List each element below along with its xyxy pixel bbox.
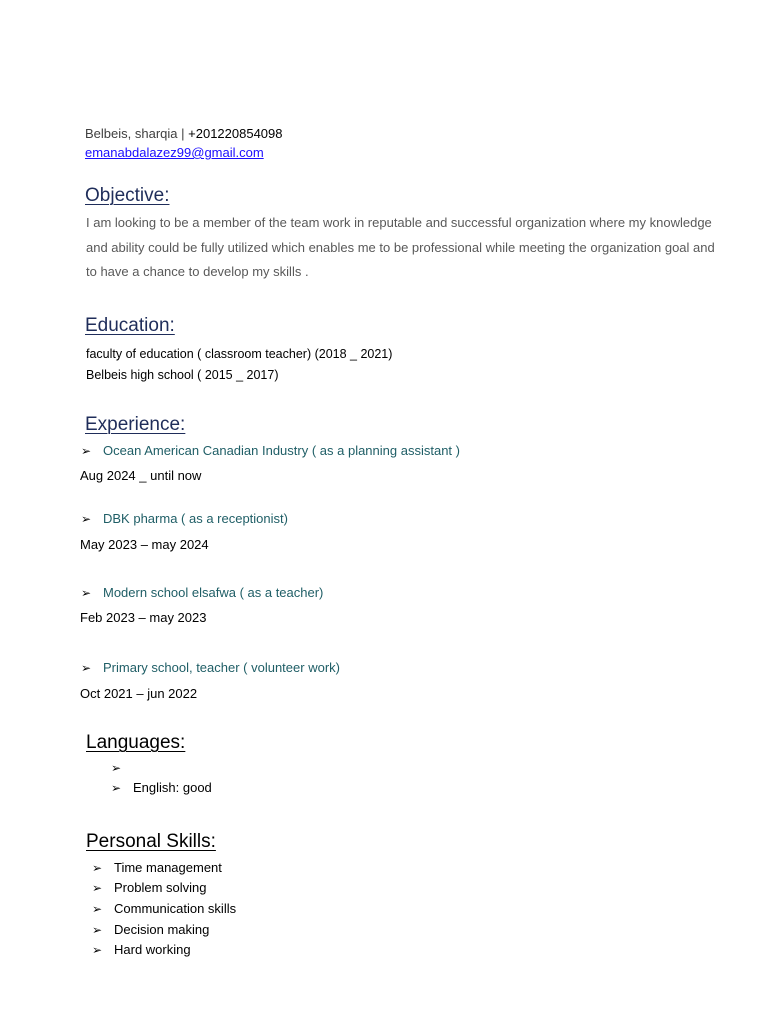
- arrowhead-bullet-icon: ➢: [81, 444, 92, 458]
- language-text: English: good: [133, 780, 212, 795]
- experience-item: [81, 585, 323, 600]
- education-item: Belbeis high school ( 2015 _ 2017): [86, 368, 279, 382]
- language-item: [111, 780, 212, 795]
- skill-item: [92, 880, 207, 895]
- skill-item: [92, 860, 222, 875]
- contact-line: [85, 126, 283, 141]
- arrowhead-bullet-icon: ➢: [92, 923, 103, 937]
- skill-item: [92, 901, 236, 916]
- arrowhead-bullet-icon: ➢: [111, 761, 122, 775]
- skill-text: Time management: [114, 860, 222, 875]
- arrowhead-bullet-icon: ➢: [111, 781, 122, 795]
- language-item: [111, 760, 133, 775]
- arrowhead-bullet-icon: ➢: [92, 902, 103, 916]
- experience-item: [81, 660, 340, 675]
- experience-title: Primary school, teacher ( volunteer work): [103, 660, 340, 675]
- phone-number: +201220854098: [188, 126, 283, 141]
- arrowhead-bullet-icon: ➢: [81, 661, 92, 675]
- experience-date: May 2023 – may 2024: [80, 537, 209, 552]
- experience-title: Modern school elsafwa ( as a teacher): [103, 585, 324, 600]
- skills-heading: Personal Skills:: [86, 831, 216, 852]
- experience-item: [81, 443, 460, 458]
- experience-title: Ocean American Canadian Industry ( as a planning assistant ): [103, 443, 460, 458]
- skill-text: Communication skills: [114, 901, 237, 916]
- arrowhead-bullet-icon: ➢: [92, 881, 103, 895]
- languages-heading: Languages:: [86, 732, 186, 753]
- experience-date: Oct 2021 – jun 2022: [80, 686, 198, 701]
- education-item: faculty of education ( classroom teacher) (2018 _ 2021): [86, 347, 393, 361]
- email-link[interactable]: emanabdalazez99@gmail.com: [85, 145, 264, 160]
- arrowhead-bullet-icon: ➢: [92, 943, 103, 957]
- objective-heading: Objective:: [85, 185, 170, 206]
- education-heading: Education:: [85, 315, 175, 336]
- objective-text: I am looking to be a member of the team work in reputable and successful organization where my knowledge and ability could be fully utilized which enables me to be professional while meeting the organization goal and to have a chance to develop my skills .: [86, 215, 715, 279]
- contact-separator: |: [181, 126, 185, 141]
- skill-text: Problem solving: [114, 880, 207, 895]
- skill-item: [92, 942, 191, 957]
- skill-text: Hard working: [114, 942, 191, 957]
- experience-date: Feb 2023 – may 2023: [80, 610, 207, 625]
- experience-heading: Experience:: [85, 414, 186, 435]
- arrowhead-bullet-icon: ➢: [81, 512, 92, 526]
- arrowhead-bullet-icon: ➢: [81, 586, 92, 600]
- experience-date: Aug 2024 _ until now: [80, 468, 202, 483]
- experience-item: [81, 511, 288, 526]
- experience-title: DBK pharma ( as a receptionist): [103, 511, 288, 526]
- arrowhead-bullet-icon: ➢: [92, 861, 103, 875]
- skill-text: Decision making: [114, 922, 210, 937]
- location-text: Belbeis, sharqia: [85, 126, 178, 141]
- skill-item: [92, 922, 209, 937]
